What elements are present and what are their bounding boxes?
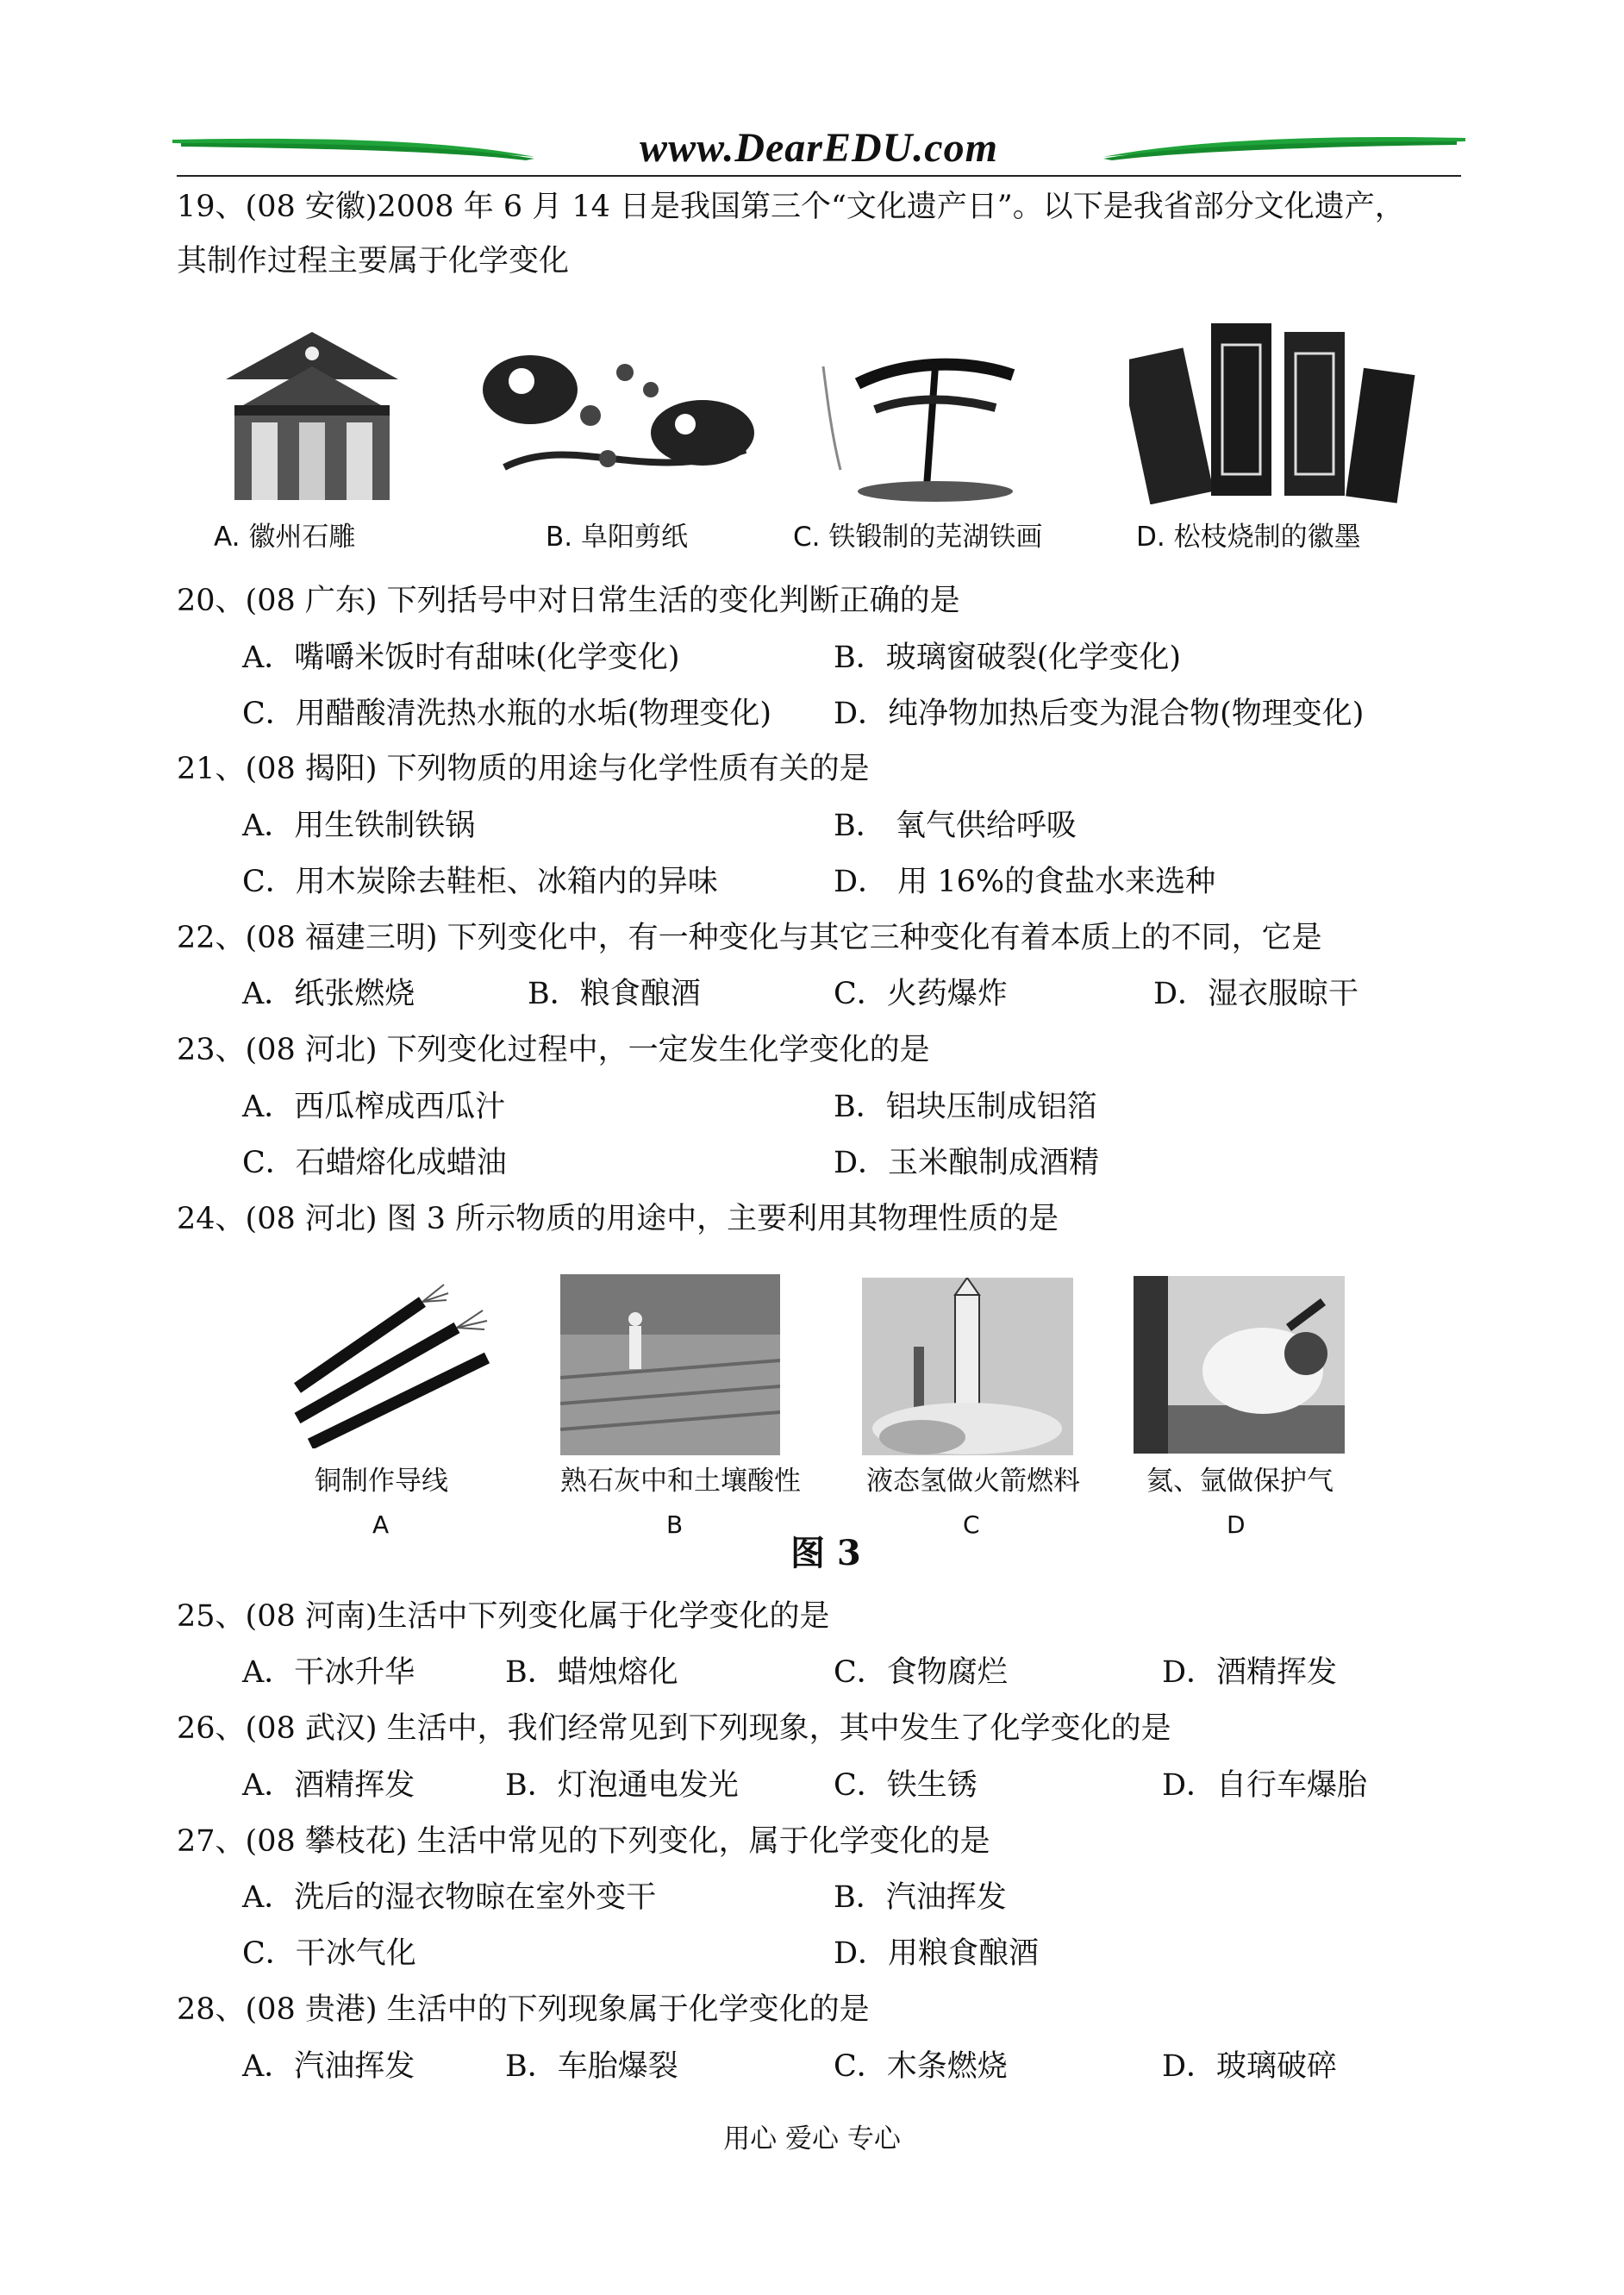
- question-27-option-b[interactable]: B．汽油挥发: [834, 1880, 1007, 1915]
- question-27-stem: 27、(08 攀枝花) 生活中常见的下列变化，属于化学变化的是: [177, 1824, 990, 1859]
- question-28-option-b[interactable]: B．车胎爆裂: [505, 2049, 678, 2084]
- question-21-option-a[interactable]: A．用生铁制铁锅: [242, 809, 476, 843]
- question-21-option-d[interactable]: D． 用 16%的食盐水来选种: [834, 865, 1216, 899]
- figure-24-caption-c: 液态氢做火箭燃料: [866, 1466, 1080, 1497]
- question-26-stem: 26、(08 武汉) 生活中，我们经常见到下列现象，其中发生了化学变化的是: [177, 1711, 1171, 1746]
- figure-19-caption-a: A. 徽州石雕: [214, 522, 356, 553]
- figure-24-letter-a: A: [372, 1510, 390, 1539]
- figure-24-caption-b: 熟石灰中和土壤酸性: [560, 1466, 801, 1497]
- question-23-option-a[interactable]: A．西瓜榨成西瓜汁: [242, 1090, 506, 1124]
- question-26-option-a[interactable]: A．酒精挥发: [242, 1768, 415, 1803]
- figure-iron-painting-pine: [806, 315, 1056, 504]
- question-25-option-d[interactable]: D．酒精挥发: [1162, 1655, 1338, 1690]
- question-27-option-d[interactable]: D．用粮食酿酒: [834, 1936, 1040, 1971]
- figure-copper-wires: [293, 1276, 500, 1448]
- question-20-option-a[interactable]: A．嘴嚼米饭时有甜味(化学变化): [242, 641, 680, 675]
- figure-24-letter-c: C: [963, 1510, 980, 1539]
- figure-3-title: 图 3: [790, 1533, 861, 1573]
- figure-rocket-launch: [862, 1278, 1073, 1455]
- figure-24-letter-d: D: [1227, 1510, 1246, 1539]
- page-footer: 用心 爱心 专心: [723, 2123, 901, 2154]
- question-20-stem: 20、(08 广东) 下列括号中对日常生活的变化判断正确的是: [177, 584, 960, 618]
- figure-19-caption-d: D. 松枝烧制的徽墨: [1136, 522, 1361, 553]
- question-26-option-b[interactable]: B．灯泡通电发光: [505, 1768, 739, 1803]
- figure-24-caption-a: 铜制作导线: [315, 1466, 448, 1497]
- figure-slaked-lime-field: [560, 1274, 780, 1455]
- question-23-option-c[interactable]: C．石蜡熔化成蜡油: [242, 1146, 507, 1180]
- question-25-option-b[interactable]: B．蜡烛熔化: [505, 1655, 678, 1690]
- question-25-stem: 25、(08 河南)生活中下列变化属于化学变化的是: [177, 1599, 830, 1634]
- site-header: [172, 121, 1465, 178]
- question-28-stem: 28、(08 贵港) 生活中的下列现象属于化学变化的是: [177, 1992, 870, 2027]
- question-24-stem: 24、(08 河北) 图 3 所示物质的用途中，主要利用其物理性质的是: [177, 1202, 1059, 1236]
- question-22-option-b[interactable]: B．粮食酿酒: [528, 977, 701, 1011]
- question-21-stem: 21、(08 揭阳) 下列物质的用途与化学性质有关的是: [177, 752, 870, 786]
- question-22-option-a[interactable]: A．纸张燃烧: [242, 977, 415, 1011]
- site-logo-text[interactable]: www.DearEDU.com: [640, 125, 998, 171]
- question-26-option-c[interactable]: C．铁生锈: [834, 1768, 978, 1803]
- question-19-line2: 其制作过程主要属于化学变化: [177, 244, 570, 278]
- figure-paper-cut-birds: [470, 321, 763, 502]
- figure-19-caption-c: C. 铁锻制的芜湖铁画: [793, 522, 1043, 553]
- question-25-option-c[interactable]: C．食物腐烂: [834, 1655, 1008, 1690]
- question-22-option-c[interactable]: C．火药爆炸: [834, 977, 1008, 1011]
- question-20-option-d[interactable]: D．纯净物加热后变为混合物(物理变化): [834, 697, 1365, 731]
- header-divider: [177, 175, 1461, 177]
- question-28-option-c[interactable]: C．木条燃烧: [834, 2049, 1008, 2084]
- question-22-option-d[interactable]: D．湿衣服晾干: [1153, 977, 1359, 1011]
- question-23-option-b[interactable]: B．铝块压制成铝箔: [834, 1090, 1097, 1124]
- question-22-stem: 22、(08 福建三明) 下列变化中，有一种变化与其它三种变化有着本质上的不同，它是: [177, 921, 1322, 955]
- question-28-option-a[interactable]: A．汽油挥发: [242, 2049, 415, 2084]
- question-21-option-c[interactable]: C．用木炭除去鞋柜、冰箱内的异味: [242, 865, 718, 899]
- question-20-option-b[interactable]: B．玻璃窗破裂(化学变化): [834, 641, 1182, 675]
- question-27-option-c[interactable]: C．干冰气化: [242, 1936, 416, 1971]
- question-21-option-b[interactable]: B． 氧气供给呼吸: [834, 809, 1077, 843]
- question-26-option-d[interactable]: D．自行车爆胎: [1162, 1768, 1368, 1803]
- figure-hui-ink-sticks: [1129, 319, 1422, 504]
- figure-welding-shield-gas: [1134, 1276, 1345, 1454]
- question-23-option-d[interactable]: D．玉米酿制成酒精: [834, 1146, 1100, 1180]
- question-25-option-a[interactable]: A．干冰升华: [242, 1655, 415, 1690]
- figure-24-letter-b: B: [666, 1510, 684, 1539]
- figure-stone-carving-gate: [217, 319, 407, 504]
- figure-19-caption-b: B. 阜阳剪纸: [546, 522, 688, 553]
- question-23-stem: 23、(08 河北) 下列变化过程中，一定发生化学变化的是: [177, 1033, 930, 1067]
- question-27-option-a[interactable]: A．洗后的湿衣物晾在室外变干: [242, 1880, 657, 1915]
- question-19-line1: 19、(08 安徽)2008 年 6 月 14 日是我国第三个“文化遗产日”。以下是我省部分文化遗产，: [177, 190, 1405, 224]
- question-20-option-c[interactable]: C．用醋酸清洗热水瓶的水垢(物理变化): [242, 697, 772, 731]
- question-28-option-d[interactable]: D．玻璃破碎: [1162, 2049, 1338, 2084]
- figure-24-caption-d: 氦、氩做保护气: [1146, 1466, 1334, 1497]
